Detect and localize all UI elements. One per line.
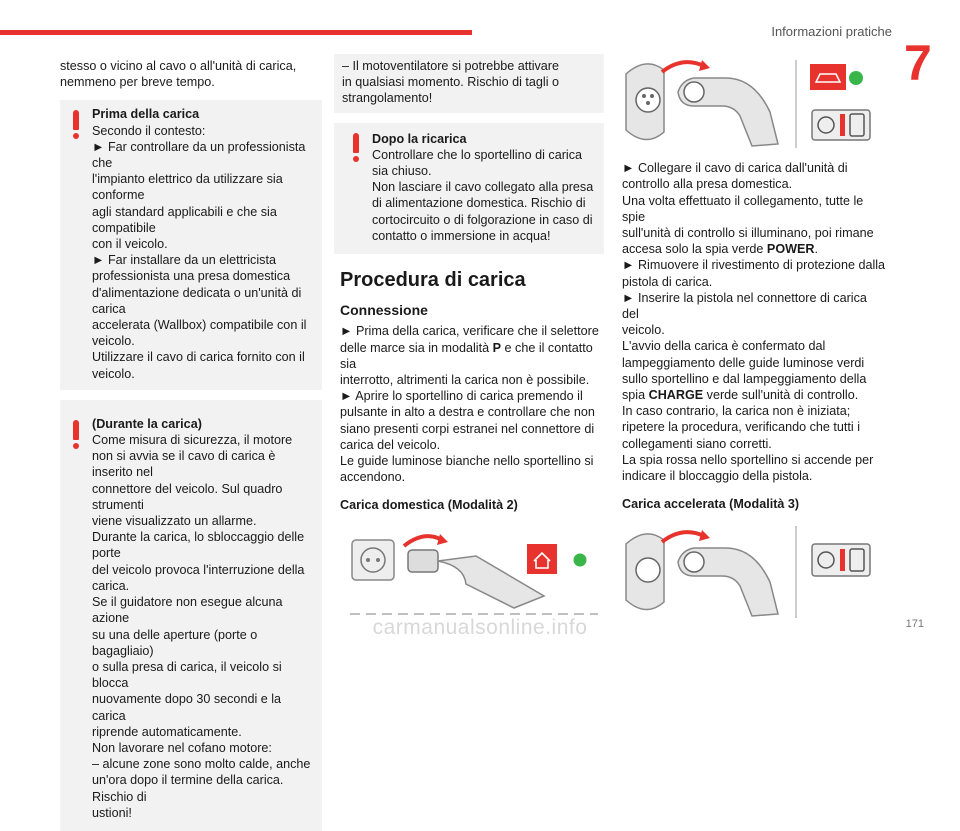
text-span: La spia rossa nello sportellino si accende per [622, 452, 874, 467]
text-span: pistola di carica. [622, 274, 713, 289]
section-title: Informazioni pratiche [771, 24, 892, 39]
text-line [622, 387, 886, 403]
text-line [340, 372, 604, 388]
text-line: o sulla presa di carica, il veicolo si blocca [92, 659, 282, 691]
warning-body [92, 123, 314, 382]
text-line [340, 404, 604, 420]
text-span: spia [622, 388, 649, 403]
text-span: L'avvio della carica è confermato dal [622, 339, 826, 354]
text-line [622, 452, 886, 468]
text-line [622, 371, 886, 387]
text-span: ► Rimuovere il rivestimento di protezione dalla [622, 258, 886, 273]
text-line: un'ora dopo il termine della carica. Rischio di [92, 773, 284, 804]
text-span: In caso contrario, la carica non è iniziata; [622, 404, 851, 419]
column-3 [622, 52, 886, 627]
column-1 [60, 58, 322, 831]
text-line [622, 322, 886, 338]
text-line: agli standard applicabili e che sia compatibile [92, 204, 277, 235]
heading-fast-charge: Carica accelerata (Modalità 3) [622, 497, 800, 512]
text-line: sia chiuso. [372, 164, 432, 179]
text-line [622, 160, 886, 176]
text-line [622, 419, 886, 435]
text-line [622, 274, 886, 290]
arrow-icon [404, 536, 442, 546]
text-line [340, 388, 604, 404]
text-line [622, 290, 886, 322]
text-span: ► Aprire lo sportellino di carica premendo il [340, 389, 583, 404]
text-span: accendono. [340, 470, 406, 485]
green-led-icon [574, 553, 587, 566]
text-line: del veicolo provoca l'interruzione della carica. [92, 562, 305, 593]
header-accent-bar [0, 30, 472, 35]
text-line [622, 436, 886, 452]
text-line [340, 323, 604, 339]
text-line: Utilizzare il cavo di carica fornito con il [92, 350, 305, 365]
text-span: sullo sportellino e dal lampeggiamento della [622, 371, 867, 386]
heading-procedure: Procedura di carica [340, 269, 526, 292]
text-line: ► Far installare da un elettricista [92, 253, 276, 268]
green-led-icon [849, 71, 863, 85]
text-line: Non lasciare il cavo collegato alla presa [372, 180, 594, 195]
text-span: delle marce sia in modalità [340, 340, 493, 355]
text-line: nuovamente dopo 30 secondi e la carica [92, 692, 282, 723]
text-line [340, 453, 604, 469]
text-span: Una volta effettuato il collegamento, tutte le spie [622, 193, 864, 224]
warning-body [372, 147, 596, 244]
text-line: su una delle aperture (porte o bagagliaio) [92, 627, 258, 658]
text-span: lampeggiamento delle guide luminose verdi [622, 355, 865, 370]
text-line: strangolamento! [342, 91, 433, 106]
page-number: 171 [905, 618, 924, 630]
text-line [622, 241, 886, 257]
text-line [622, 225, 886, 241]
text-line: Come misura di sicurezza, il motore [92, 433, 293, 448]
text-span: interrotto, altrimenti la carica non è possibile. [340, 373, 590, 388]
text-span: sull'unità di controllo si illuminano, poi rimane [622, 226, 874, 241]
text-line: viene visualizzato un allarme. [92, 514, 257, 529]
warning-title: Prima della carica [92, 107, 200, 122]
text-line: veicolo. [92, 366, 135, 381]
watermark: carmanualsonline.info [372, 616, 588, 639]
text-line: veicolo. [92, 334, 135, 349]
text-line [622, 193, 886, 225]
text-span: pulsante in alto a destra e controllare che non [340, 405, 595, 420]
text-line [622, 403, 886, 419]
text-line: con il veicolo. [92, 237, 168, 252]
wall-socket-icon [352, 540, 394, 580]
warning-box-before-charge [60, 100, 322, 389]
text-line [622, 257, 886, 273]
text-line [622, 176, 886, 192]
warning-icon [72, 110, 80, 140]
home-icon [527, 544, 557, 574]
text-span: controllo alla presa domestica. [622, 177, 793, 192]
text-line: – alcune zone sono molto calde, anche [92, 757, 311, 772]
text-line: stesso o vicino al cavo o all'unità di carica, [60, 59, 297, 73]
text-span: e che il contatto sia [340, 340, 593, 371]
text-line: Controllare che lo sportellino di carica [372, 147, 582, 162]
text-span: carica del veicolo. [340, 437, 441, 452]
chapter-number: 7 [904, 35, 932, 91]
text-line: non si avvia se il cavo di carica è inserito nel [92, 449, 276, 480]
connection-text [340, 323, 604, 485]
text-span: ► Inserire la pistola nel connettore di carica del [622, 290, 867, 322]
text-line: Non lavorare nel cofano motore: [92, 740, 272, 755]
text-span: . [814, 242, 818, 257]
text-line: Se il guidatore non esegue alcuna azione [92, 595, 283, 626]
warning-icon [352, 133, 360, 163]
text-line: contatto o immersione in acqua! [372, 228, 551, 243]
heading-home-charge: Carica domestica (Modalità 2) [340, 498, 518, 513]
arrow-icon [662, 533, 704, 543]
text-line [340, 340, 604, 372]
text-line [340, 469, 604, 485]
connection-steps [622, 160, 886, 484]
home-charging-illustration [344, 526, 598, 622]
arrow-icon [662, 62, 704, 72]
bold-term: POWER [766, 242, 815, 257]
text-span: Le guide luminose bianche nello sportellino si [340, 454, 594, 469]
text-span: siano presenti corpi estranei nel connettore di [340, 421, 595, 436]
text-line: ustioni! [92, 805, 132, 820]
text-line [340, 437, 604, 453]
plug-icon [408, 550, 438, 572]
warning-title: Dopo la ricarica [372, 131, 467, 146]
text-line [340, 421, 604, 437]
text-line: riprende automaticamente. [92, 724, 242, 739]
warning-icon [72, 420, 80, 450]
warning-box-after-charge [334, 123, 604, 254]
text-line [622, 355, 886, 371]
text-line: l'impianto elettrico da utilizzare sia conforme [92, 172, 283, 203]
fast-charging-illustration [622, 522, 884, 622]
text-span: verde sull'unità di controllo. [703, 388, 859, 403]
text-line: d'alimentazione dedicata o un'unità di carica [92, 285, 302, 316]
text-line: professionista una presa domestica [92, 269, 291, 284]
text-span: veicolo. [622, 323, 665, 338]
text-line: Secondo il contesto: [92, 123, 206, 138]
text-line: nemmeno per breve tempo. [60, 75, 215, 90]
text-line: in qualsiasi momento. Rischio di tagli o [342, 75, 559, 90]
text-line: accelerata (Wallbox) compatibile con il [92, 318, 307, 333]
text-span: accesa solo la spia verde [622, 242, 767, 257]
bold-term: CHARGE [648, 388, 704, 403]
text-line: ► Far controllare da un professionista che [92, 139, 306, 171]
connector-illustration [622, 52, 884, 152]
text-span: ripetere la procedura, verificando che tutti i [622, 420, 861, 435]
text-line: di alimentazione domestica. Rischio di [372, 196, 586, 211]
text-line [622, 468, 886, 484]
intro-text [60, 58, 322, 90]
text-line: connettore del veicolo. Sul quadro strumenti [92, 481, 283, 512]
column-2 [340, 54, 604, 626]
text-line: – Il motoventilatore si potrebbe attivare [342, 59, 560, 73]
text-span: indicare il bloccaggio della pistola. [622, 469, 813, 484]
text-line: cortocircuito o di folgorazione in caso di [372, 212, 593, 227]
text-line: Durante la carica, lo sbloccaggio delle porte [92, 530, 305, 561]
note-box [334, 54, 604, 113]
heading-connection: Connessione [340, 302, 428, 319]
bold-term: P [492, 340, 502, 355]
warning-title: (Durante la carica) [92, 416, 202, 431]
car-icon [810, 64, 846, 90]
text-span: ► Prima della carica, verificare che il selettore [340, 324, 599, 339]
text-span: ► Collegare il cavo di carica dall'unità di [622, 161, 848, 176]
text-span: collegamenti siano corretti. [622, 436, 772, 451]
text-line [622, 338, 886, 354]
